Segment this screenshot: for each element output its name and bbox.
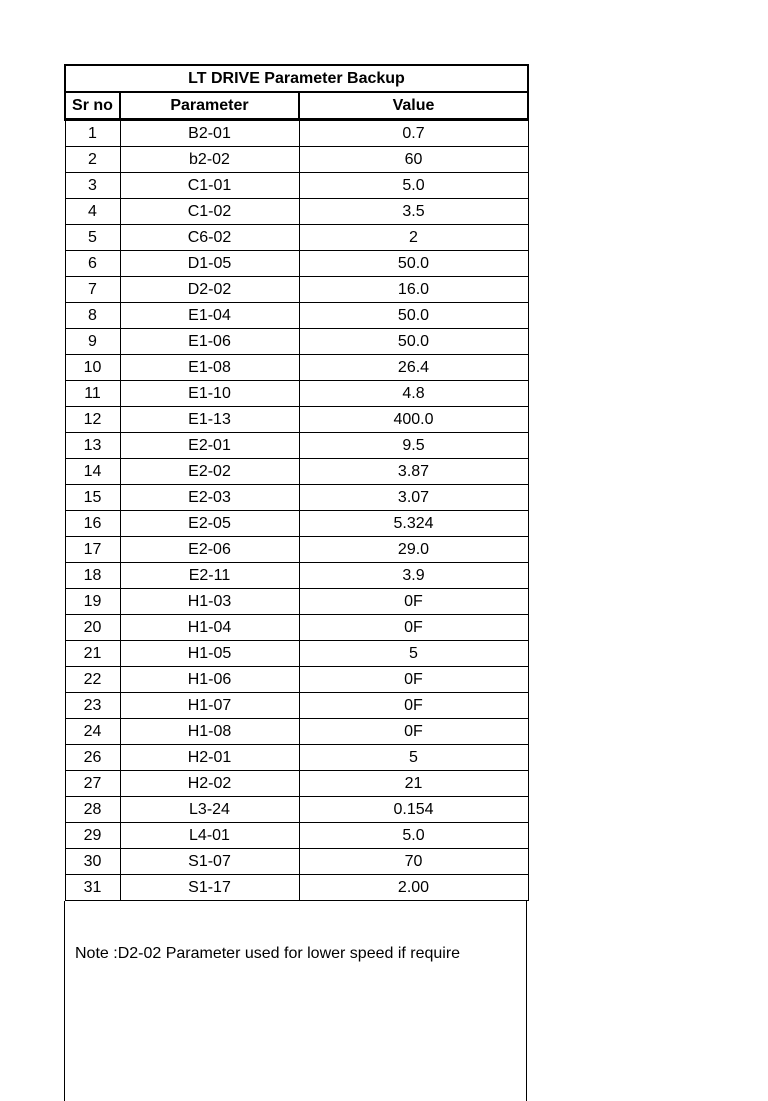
cell-sr-no: 31	[65, 875, 120, 901]
cell-parameter: S1-17	[120, 875, 299, 901]
cell-value: 70	[299, 849, 528, 875]
table-row	[65, 511, 528, 537]
table-title: LT DRIVE Parameter Backup	[65, 65, 528, 92]
cell-parameter: E1-10	[120, 381, 299, 407]
table-row	[65, 433, 528, 459]
table-row	[65, 199, 528, 225]
cell-parameter: E1-06	[120, 329, 299, 355]
table-row	[65, 459, 528, 485]
cell-sr-no: 16	[65, 511, 120, 537]
header-sr-no: Sr no	[65, 92, 120, 120]
cell-parameter: B2-01	[120, 120, 299, 147]
cell-sr-no: 2	[65, 147, 120, 173]
cell-value: 0F	[299, 719, 528, 745]
cell-sr-no: 22	[65, 667, 120, 693]
cell-sr-no: 18	[65, 563, 120, 589]
cell-sr-no: 21	[65, 641, 120, 667]
table-row	[65, 719, 528, 745]
cell-value: 50.0	[299, 303, 528, 329]
cell-parameter: H1-04	[120, 615, 299, 641]
cell-value: 5	[299, 745, 528, 771]
table-row	[65, 667, 528, 693]
cell-value: 50.0	[299, 329, 528, 355]
cell-value: 3.87	[299, 459, 528, 485]
title-row	[65, 65, 528, 92]
cell-parameter: D2-02	[120, 277, 299, 303]
cell-value: 0F	[299, 667, 528, 693]
cell-sr-no: 6	[65, 251, 120, 277]
cell-parameter: E2-01	[120, 433, 299, 459]
table-row	[65, 693, 528, 719]
table-row	[65, 251, 528, 277]
parameter-table	[64, 64, 529, 901]
cell-value: 3.07	[299, 485, 528, 511]
table-row	[65, 173, 528, 199]
cell-parameter: L4-01	[120, 823, 299, 849]
cell-value: 5	[299, 641, 528, 667]
cell-parameter: H1-07	[120, 693, 299, 719]
cell-sr-no: 7	[65, 277, 120, 303]
cell-sr-no: 28	[65, 797, 120, 823]
table-row	[65, 277, 528, 303]
cell-parameter: H1-08	[120, 719, 299, 745]
note-text: Note :D2-02 Parameter used for lower speed if require	[75, 945, 461, 962]
table-row	[65, 875, 528, 901]
cell-value: 5.324	[299, 511, 528, 537]
cell-sr-no: 26	[65, 745, 120, 771]
table-row	[65, 615, 528, 641]
cell-parameter: E2-03	[120, 485, 299, 511]
table-row	[65, 823, 528, 849]
table-row	[65, 407, 528, 433]
table-row	[65, 771, 528, 797]
cell-parameter: D1-05	[120, 251, 299, 277]
cell-value: 0F	[299, 615, 528, 641]
cell-sr-no: 23	[65, 693, 120, 719]
cell-parameter: E2-02	[120, 459, 299, 485]
cell-value: 5.0	[299, 823, 528, 849]
cell-sr-no: 5	[65, 225, 120, 251]
cell-sr-no: 15	[65, 485, 120, 511]
table-row	[65, 225, 528, 251]
table-row	[65, 485, 528, 511]
cell-parameter: C6-02	[120, 225, 299, 251]
table-row	[65, 329, 528, 355]
cell-value: 16.0	[299, 277, 528, 303]
cell-parameter: E2-06	[120, 537, 299, 563]
cell-sr-no: 20	[65, 615, 120, 641]
header-parameter: Parameter	[120, 92, 299, 120]
cell-value: 26.4	[299, 355, 528, 381]
cell-parameter: H2-02	[120, 771, 299, 797]
cell-value: 0F	[299, 589, 528, 615]
cell-value: 3.9	[299, 563, 528, 589]
table-row	[65, 589, 528, 615]
cell-sr-no: 10	[65, 355, 120, 381]
cell-value: 60	[299, 147, 528, 173]
cell-value: 21	[299, 771, 528, 797]
cell-value: 0F	[299, 693, 528, 719]
parameter-sheet	[64, 64, 527, 962]
table-row	[65, 641, 528, 667]
cell-parameter: L3-24	[120, 797, 299, 823]
cell-sr-no: 29	[65, 823, 120, 849]
table-body	[65, 120, 528, 901]
table-row	[65, 797, 528, 823]
table-row	[65, 745, 528, 771]
cell-parameter: C1-01	[120, 173, 299, 199]
cell-value: 5.0	[299, 173, 528, 199]
cell-value: 400.0	[299, 407, 528, 433]
cell-sr-no: 9	[65, 329, 120, 355]
cell-sr-no: 19	[65, 589, 120, 615]
cell-parameter: E1-13	[120, 407, 299, 433]
cell-sr-no: 11	[65, 381, 120, 407]
table-row	[65, 849, 528, 875]
cell-parameter: b2-02	[120, 147, 299, 173]
cell-value: 50.0	[299, 251, 528, 277]
table-row	[65, 537, 528, 563]
cell-value: 0.154	[299, 797, 528, 823]
table-row	[65, 381, 528, 407]
cell-value: 4.8	[299, 381, 528, 407]
cell-parameter: H1-03	[120, 589, 299, 615]
header-value: Value	[299, 92, 528, 120]
table-row	[65, 563, 528, 589]
cell-value: 0.7	[299, 120, 528, 147]
cell-value: 29.0	[299, 537, 528, 563]
cell-parameter: H2-01	[120, 745, 299, 771]
table-row	[65, 147, 528, 173]
cell-sr-no: 24	[65, 719, 120, 745]
cell-parameter: E2-11	[120, 563, 299, 589]
cell-value: 3.5	[299, 199, 528, 225]
cell-parameter: S1-07	[120, 849, 299, 875]
table-row	[65, 355, 528, 381]
cell-parameter: H1-06	[120, 667, 299, 693]
cell-value: 2.00	[299, 875, 528, 901]
table-row	[65, 303, 528, 329]
cell-parameter: C1-02	[120, 199, 299, 225]
cell-sr-no: 17	[65, 537, 120, 563]
cell-sr-no: 27	[65, 771, 120, 797]
cell-value: 9.5	[299, 433, 528, 459]
cell-parameter: E2-05	[120, 511, 299, 537]
cell-sr-no: 14	[65, 459, 120, 485]
cell-sr-no: 3	[65, 173, 120, 199]
cell-parameter: E1-04	[120, 303, 299, 329]
cell-value: 2	[299, 225, 528, 251]
cell-sr-no: 12	[65, 407, 120, 433]
cell-sr-no: 1	[65, 120, 120, 147]
table-row	[65, 120, 528, 147]
cell-parameter: H1-05	[120, 641, 299, 667]
header-row	[65, 92, 528, 120]
cell-sr-no: 8	[65, 303, 120, 329]
cell-sr-no: 4	[65, 199, 120, 225]
cell-sr-no: 30	[65, 849, 120, 875]
cell-sr-no: 13	[65, 433, 120, 459]
cell-parameter: E1-08	[120, 355, 299, 381]
note-area	[64, 901, 527, 1101]
